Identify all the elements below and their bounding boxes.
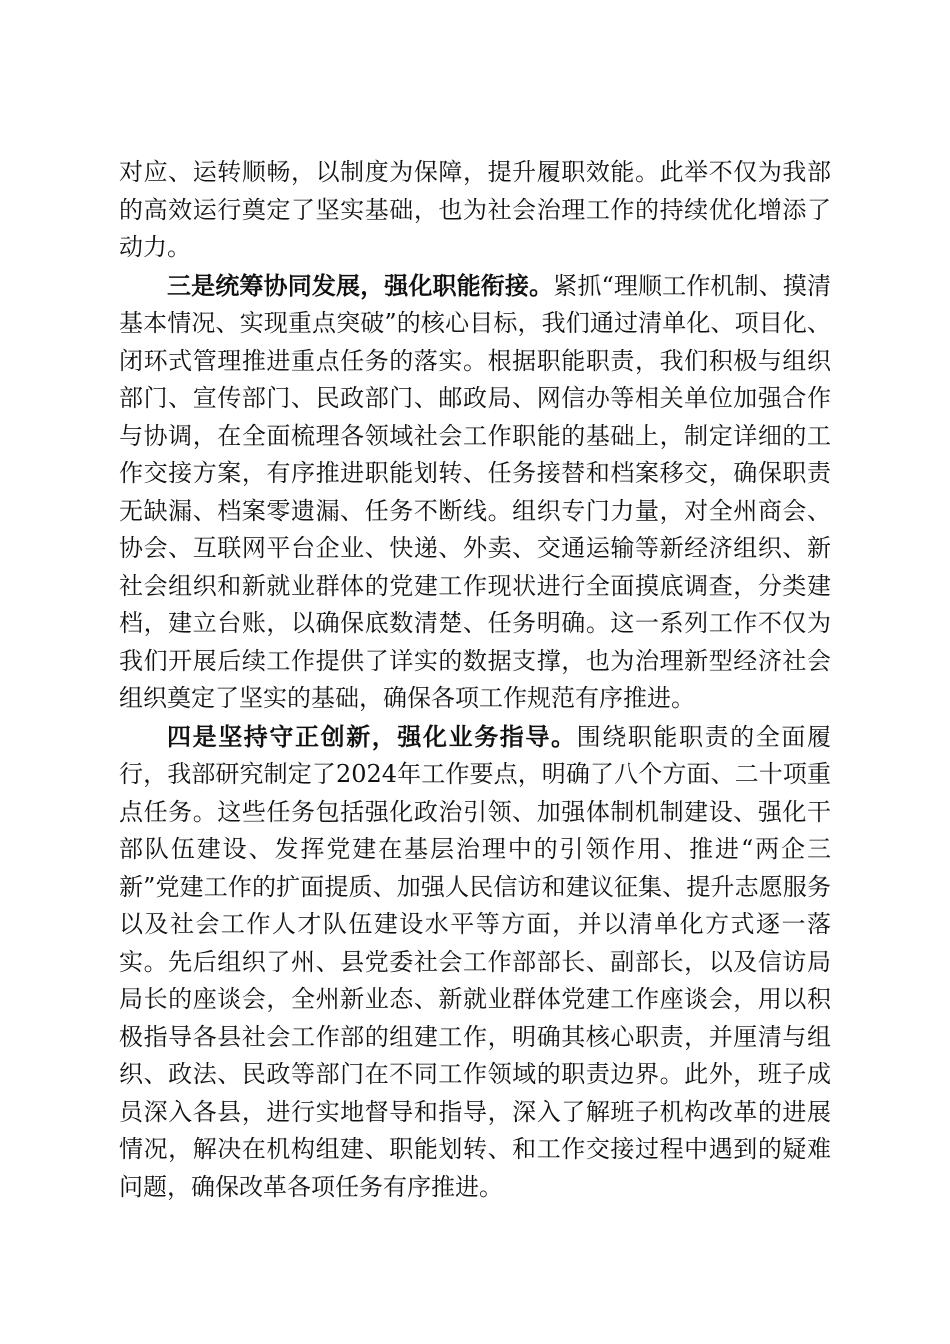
paragraph-body: 紧抓“理顺工作机制、摸清基本情况、实现重点突破”的核心目标，我们通过清单化、项目化、闭环式管理推进重点任务的落实。根据职能职责，我们积极与组织部门、宣传部门、民政部门、邮政局、网信办等相关单位加强合作与协调，在全面梳理各领域社会工作职能的基础上，制定详细的工作交接方案，有序推进职能划转、任务接替和档案移交，确保职责无缺漏、档案零遗漏、任务不断线。组织专门力量，对全州商会、协会、互联网平台企业、快递、外卖、交通运输等新经济组织、新社会组织和新就业群体的党建工作现状进行全面摸底调查，分类建档，建立台账，以确保底数清楚、任务明确。这一系列工作不仅为我们开展后续工作提供了详实的数据支撑，也为治理新型经济社会组织奠定了坚实的基础，确保各项工作规范有序推进。 xyxy=(119,271,831,712)
paragraph-heading: 三是统筹协同发展，强化职能衔接。 xyxy=(167,270,554,300)
paragraph-four xyxy=(119,718,831,1207)
paragraph-heading: 四是坚持守正创新，强化业务指导。 xyxy=(167,721,577,751)
body-text xyxy=(119,154,831,1206)
paragraph-body: 对应、运转顺畅，以制度为保障，提升履职效能。此举不仅为我部的高效运行奠定了坚实基础，也为社会治理工作的持续优化增添了动力。 xyxy=(119,158,831,261)
paragraph-three xyxy=(119,267,831,718)
paragraph-body: 围绕职能职责的全面履行，我部研究制定了2024年工作要点，明确了八个方面、二十项重点任务。这些任务包括强化政治引领、加强体制机制建设、强化干部队伍建设、发挥党建在基层治理中的引领作用、推进“两企三新”党建工作的扩面提质、加强人民信访和建议征集、提升志愿服务以及社会工作人才队伍建设水平等方面，并以清单化方式逐一落实。先后组织了州、县党委社会工作部部长、副部长，以及信访局局长的座谈会，全州新业态、新就业群体党建工作座谈会，用以积极指导各县社会工作部的组建工作，明确其核心职责，并厘清与组织、政法、民政等部门在不同工作领域的职责边界。此外，班子成员深入各县，进行实地督导和指导，深入了解班子机构改革的进展情况，解决在机构组建、职能划转、和工作交接过程中遇到的疑难问题，确保改革各项任务有序推进。 xyxy=(119,722,832,1201)
paragraph-continued xyxy=(119,154,831,267)
